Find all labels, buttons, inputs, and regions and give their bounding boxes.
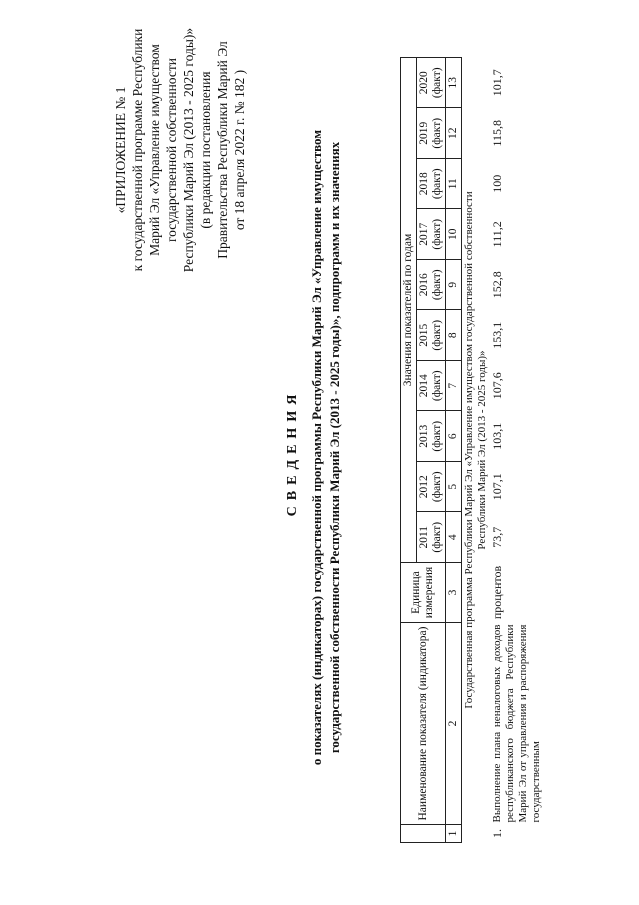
row-unit: процентов — [490, 565, 504, 620]
year-label: 2015 — [418, 323, 430, 347]
year-label: 2016 — [418, 273, 430, 297]
column-number: 13 — [446, 58, 462, 109]
year-kind: (факт) — [431, 420, 443, 452]
values-header: Значения показателей по годам — [401, 58, 417, 563]
column-number: 5 — [446, 462, 462, 513]
year-header-2017 — [417, 209, 446, 260]
row-value: 107,1 — [490, 473, 504, 501]
row-value: 111,2 — [490, 221, 504, 248]
year-label: 2011 — [418, 525, 430, 549]
appendix-block — [112, 15, 248, 285]
row-value: 103,1 — [490, 422, 504, 450]
column-number: 7 — [446, 361, 462, 412]
year-label: 2017 — [418, 222, 430, 246]
year-header-2012 — [417, 462, 446, 513]
column-number: 9 — [446, 260, 462, 311]
column-number: 12 — [446, 108, 462, 159]
year-kind: (факт) — [431, 471, 443, 503]
row-value: 101,7 — [490, 69, 504, 97]
year-kind: (факт) — [431, 168, 443, 200]
row-value: 100 — [490, 174, 504, 193]
year-header-2015 — [417, 310, 446, 361]
year-label: 2014 — [418, 374, 430, 398]
row-value: 152,8 — [490, 271, 504, 299]
subtitle-line: о показателях (индикаторах) государственной программы Республики Марий Эл «Управление имуществом — [309, 129, 324, 766]
subtitle-line: государственной собственности Республики Марий Эл (2013 - 2025 годы)», подпрограмм и их значениях — [327, 141, 342, 754]
year-label: 2018 — [418, 172, 430, 196]
column-number: 10 — [446, 209, 462, 260]
document-subtitle — [308, 50, 344, 845]
row-number: 1. — [490, 829, 504, 838]
column-number: 1 — [446, 825, 462, 843]
column-number: 6 — [446, 411, 462, 462]
year-kind: (факт) — [431, 370, 443, 402]
year-label: 2012 — [418, 475, 430, 499]
col-number-header — [401, 825, 446, 843]
row-value: 153,1 — [490, 321, 504, 349]
appendix-line: Правительства Республики Марий Эл — [215, 41, 230, 259]
document-heading: СВЕДЕНИЯ — [285, 388, 300, 517]
column-number: 4 — [446, 512, 462, 563]
row-value: 107,6 — [490, 372, 504, 400]
appendix-line: Марий Эл «Управление имуществом — [147, 44, 162, 256]
col-unit-header: Единица измерения — [401, 563, 446, 623]
column-number: 11 — [446, 159, 462, 210]
appendix-line: от 18 апреля 2022 г. № 182 ) — [232, 69, 247, 231]
year-kind: (факт) — [431, 269, 443, 301]
col-name-header: Наименование показателя (индикатора) — [401, 623, 446, 825]
section-row — [462, 58, 491, 843]
section-title — [462, 58, 491, 843]
column-numbers-row — [446, 58, 462, 843]
year-label: 2013 — [418, 424, 430, 448]
appendix-line: (в редакции постановления — [198, 71, 213, 229]
section-title-line: Государственная программа Республики Марий Эл «Управление имуществом государственной собственности — [463, 191, 475, 709]
year-header-2013 — [417, 411, 446, 462]
column-number: 8 — [446, 310, 462, 361]
year-kind: (факт) — [431, 521, 443, 553]
year-kind: (факт) — [431, 218, 443, 250]
year-kind: (факт) — [431, 117, 443, 149]
row-indicator-name: Выполнение плана неналоговых доходов республиканского бюджета Республики Марий Эл от управления и распоряжения государственным — [491, 624, 542, 823]
year-label: 2019 — [418, 121, 430, 145]
section-title-line: Республики Марий Эл (2013 - 2025 годы)» — [476, 350, 488, 550]
year-label: 2020 — [418, 71, 430, 95]
appendix-line: государственной собственности — [164, 57, 179, 243]
year-header-2019 — [417, 108, 446, 159]
year-kind: (факт) — [431, 319, 443, 351]
column-number: 2 — [446, 623, 462, 825]
row-value: 73,7 — [490, 526, 504, 548]
year-header-2014 — [417, 361, 446, 412]
table-row — [490, 58, 544, 843]
row-value: 115,8 — [490, 119, 504, 147]
year-header-2018 — [417, 159, 446, 210]
column-number: 3 — [446, 563, 462, 623]
year-header-2020 — [417, 58, 446, 109]
appendix-line: Республики Марий Эл (2013 - 2025 годы)» — [181, 27, 196, 273]
year-header-2016 — [417, 260, 446, 311]
indicators-table — [400, 57, 544, 843]
appendix-line: «ПРИЛОЖЕНИЕ № 1 — [113, 86, 128, 214]
appendix-line: к государственной программе Республики — [130, 28, 145, 272]
year-kind: (факт) — [431, 67, 443, 99]
table-header-row — [401, 58, 417, 843]
year-header-2011 — [417, 512, 446, 563]
